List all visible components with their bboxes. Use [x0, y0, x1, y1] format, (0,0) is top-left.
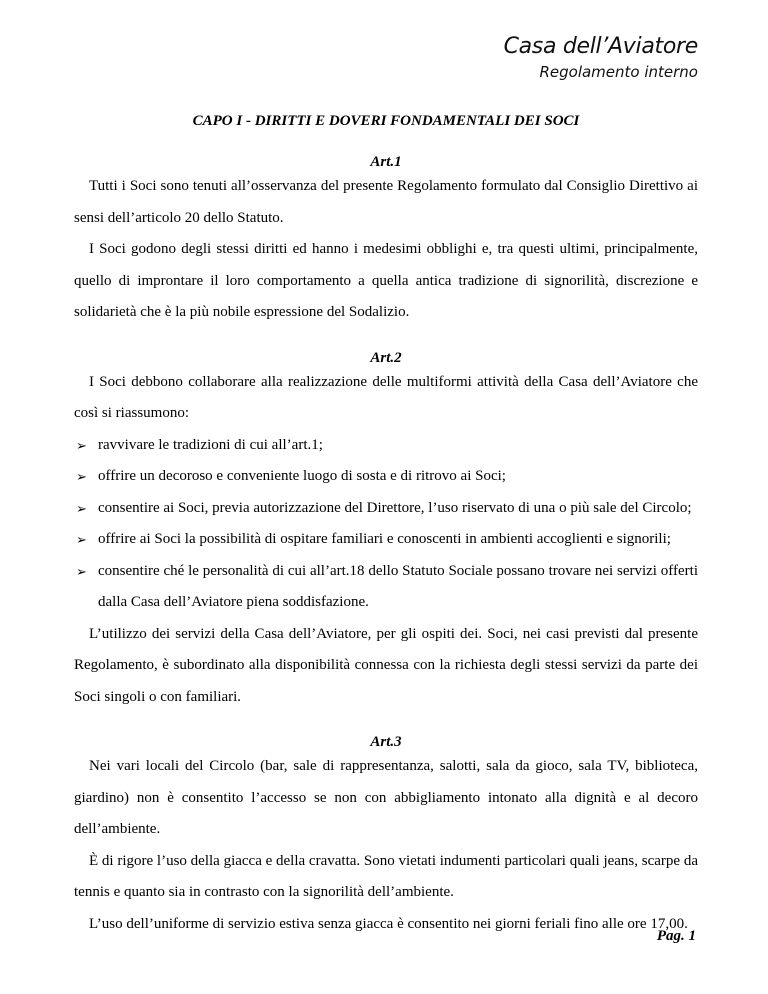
art3-title: Art.3 [370, 734, 402, 750]
list-item: ➢ consentire ai Soci, previa autorizzazione del Direttore, l’uso riservato di una o più sale del Circolo; [74, 493, 698, 525]
document-body [74, 112, 698, 940]
header-subtitle: Regolamento interno [539, 63, 698, 81]
page-number: Pag. 1 [656, 928, 696, 944]
art2-list [74, 430, 698, 619]
art3-paragraph-1: Nei vari locali del Circolo (bar, sale di rappresentanza, salotti, sala da gioco, sala TV, biblioteca, giardino) non è consentito l’accesso se non con abbigliamento intonato alla dignità e al decoro dell’ambiente. [74, 758, 698, 837]
art2-intro: I Soci debbono collaborare alla realizzazione delle multiformi attività della Casa dell’Aviatore che così si riassumono: [74, 373, 698, 421]
art1-paragraph-1: Tutti i Soci sono tenuti all’osservanza del presente Regolamento formulato dal Consiglio Direttivo ai sensi dell’articolo 20 dello Statuto. [74, 178, 698, 226]
art1-title: Art.1 [370, 154, 402, 170]
art2-title: Art.2 [370, 349, 402, 366]
document-header [504, 34, 698, 82]
art2-closing: L’utilizzo dei servizi della Casa dell’Aviatore, per gli ospiti dei. Soci, nei casi previsti dal presente Regolamento, è subordinato alla disponibilità connessa con la richiesta degli stessi servizi da parte dei Soci singoli o con familiari. [74, 625, 698, 705]
art3-paragraph-3: L’uso dell’uniforme di servizio estiva senza giacca è consentito nei giorni feriali fino alle ore 17,00. [89, 915, 688, 932]
header-title: Casa dell’Aviatore [503, 34, 698, 59]
chapter-title: CAPO I - DIRITTI E DOVERI FONDAMENTALI DEI SOCI [192, 113, 580, 129]
arrow-bullet-icon: ➢ [76, 500, 87, 516]
list-item: ➢ ravvivare le tradizioni di cui all’art.1; [74, 430, 698, 462]
arrow-bullet-icon: ➢ [76, 563, 87, 579]
arrow-bullet-icon: ➢ [76, 469, 87, 484]
list-item: ➢ offrire un decoroso e conveniente luogo di sosta e di ritrovo ai Soci; [74, 461, 698, 493]
art3-paragraph-2: È di rigore l’uso della giacca e della cravatta. Sono vietati indumenti particolari quali jeans, scarpe da tennis e quanto sia in contrasto con la signorilità dell’ambiente. [74, 852, 698, 900]
arrow-bullet-icon: ➢ [76, 437, 87, 453]
arrow-bullet-icon: ➢ [76, 532, 87, 547]
art1-paragraph-2: I Soci godono degli stessi diritti ed hanno i medesimi obblighi e, tra questi ultimi, principalmente, quello di improntare il loro comportamento a quella antica tradizione di signorilità, discrezione e solidarietà che è la più nobile espressione del Sodalizio. [74, 241, 698, 320]
list-item: ➢ consentire ché le personalità di cui all’art.18 dello Statuto Sociale possano trovare nei servizi offerti dalla Casa dell’Aviatore piena soddisfazione. [74, 556, 698, 619]
list-item: ➢ offrire ai Soci la possibilità di ospitare familiari e conoscenti in ambienti accoglienti e signorili; [74, 524, 698, 556]
